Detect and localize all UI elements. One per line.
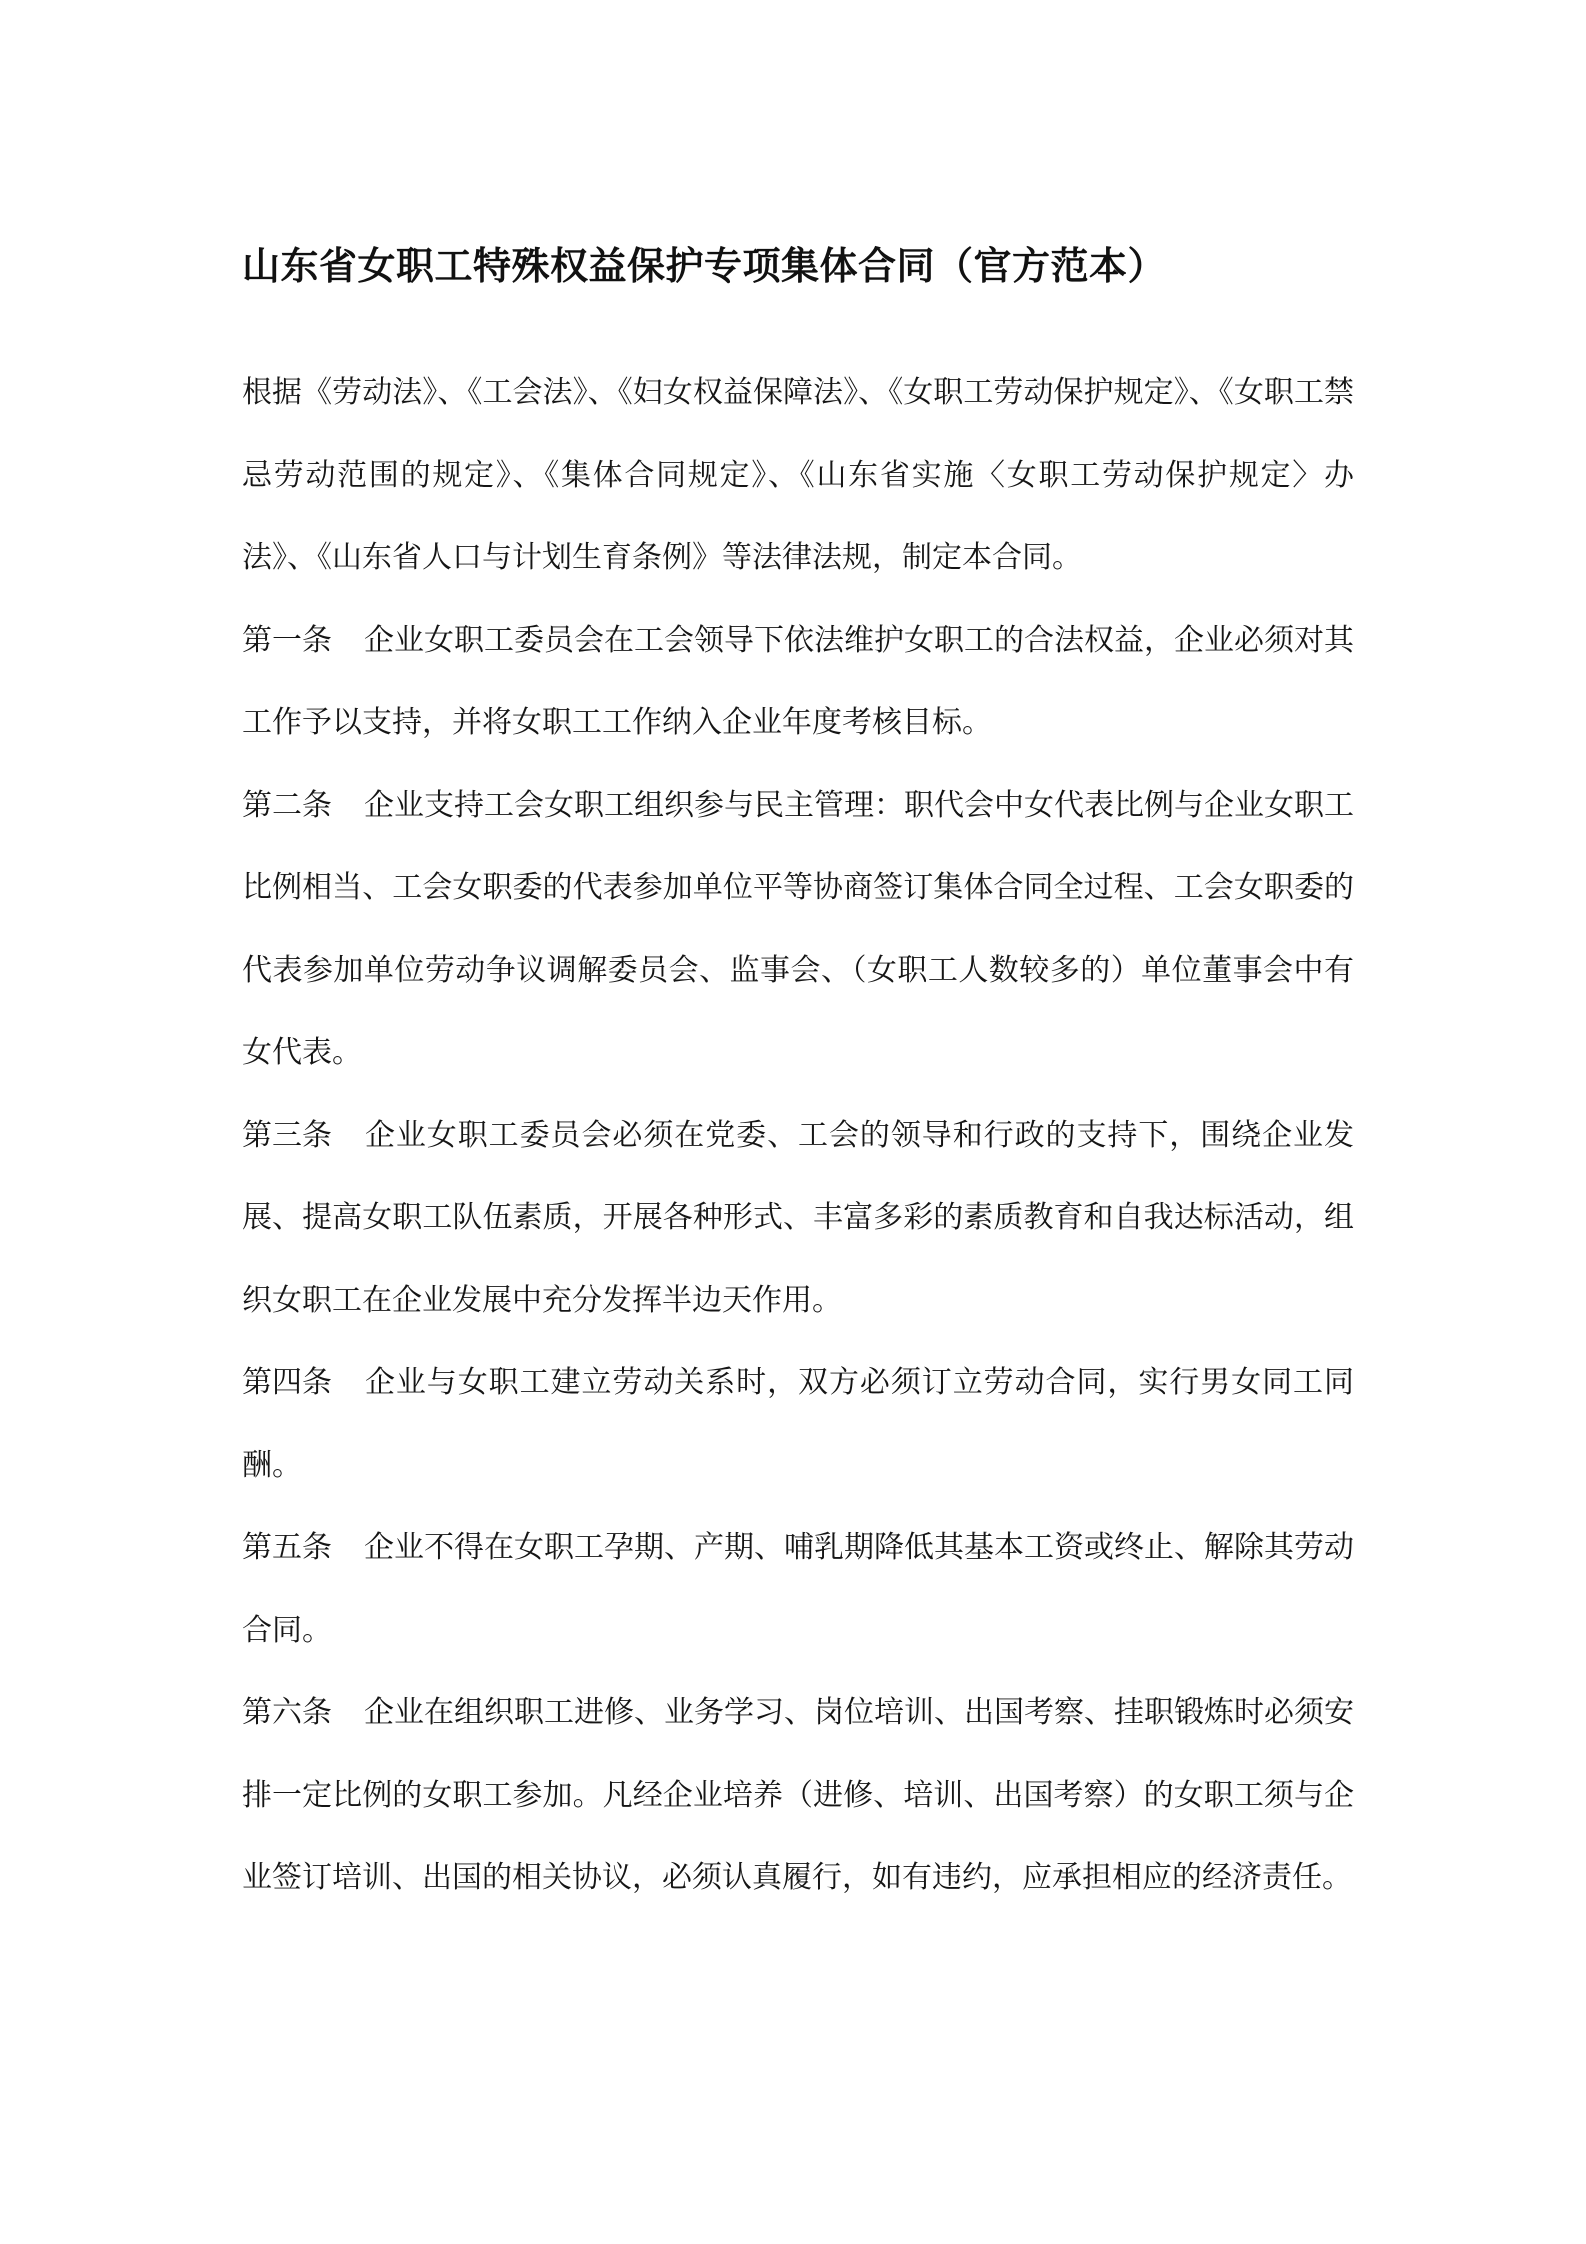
article-number: 第一条 bbox=[242, 622, 332, 658]
article-text: 企业支持工会女职工组织参与民主管理：职代会中女代表比例与企业女职工比例相当、工会女职委的代表参加单位平等协商签订集体合同全过程、工会女职委的代表参加单位劳动争议调解委员会、监事会、（女职工人数较多的）单位董事会中有女代表。 bbox=[242, 787, 1354, 1070]
article-text: 企业在组织职工进修、业务学习、岗位培训、出国考察、挂职锻炼时必须安排一定比例的女职工参加。凡经企业培养（进修、培训、出国考察）的女职工须与企业签订培训、出国的相关协议，必须认真履行，如有违约，应承担相应的经济责任。 bbox=[242, 1695, 1354, 1895]
document-title: 山东省女职工特殊权益保护专项集体合同（官方范本） bbox=[242, 244, 1167, 288]
article-number: 第五条 bbox=[242, 1530, 332, 1565]
article-5 bbox=[242, 1507, 1354, 1672]
article-number: 第三条 bbox=[242, 1117, 332, 1153]
preamble-paragraph: 根据《劳动法》、《工会法》、《妇女权益保障法》、《女职工劳动保护规定》、《女职工禁忌劳动范围的规定》、《集体合同规定》、《山东省实施〈女职工劳动保护规定〉办法》、《山东省人口与计划生育条例》等法律法规，制定本合同。 bbox=[242, 375, 1354, 575]
article-4 bbox=[242, 1342, 1354, 1507]
article-1 bbox=[242, 600, 1354, 765]
article-number: 第二条 bbox=[242, 787, 332, 823]
article-text: 企业与女职工建立劳动关系时，双方必须订立劳动合同，实行男女同工同酬。 bbox=[242, 1365, 1354, 1483]
article-text: 企业女职工委员会必须在党委、工会的领导和行政的支持下，围绕企业发展、提高女职工队伍素质，开展各种形式、丰富多彩的素质教育和自我达标活动，组织女职工在企业发展中充分发挥半边天作用。 bbox=[242, 1117, 1354, 1318]
document-body bbox=[242, 238, 1354, 1920]
article-text: 企业不得在女职工孕期、产期、哺乳期降低其基本工资或终止、解除其劳动合同。 bbox=[242, 1530, 1354, 1648]
article-number: 第六条 bbox=[242, 1695, 332, 1730]
article-number: 第四条 bbox=[242, 1365, 332, 1400]
article-6 bbox=[242, 1672, 1354, 1920]
article-2 bbox=[242, 765, 1354, 1095]
article-3 bbox=[242, 1095, 1354, 1343]
article-text: 企业女职工委员会在工会领导下依法维护女职工的合法权益，企业必须对其工作予以支持，并将女职工工作纳入企业年度考核目标。 bbox=[242, 622, 1354, 740]
